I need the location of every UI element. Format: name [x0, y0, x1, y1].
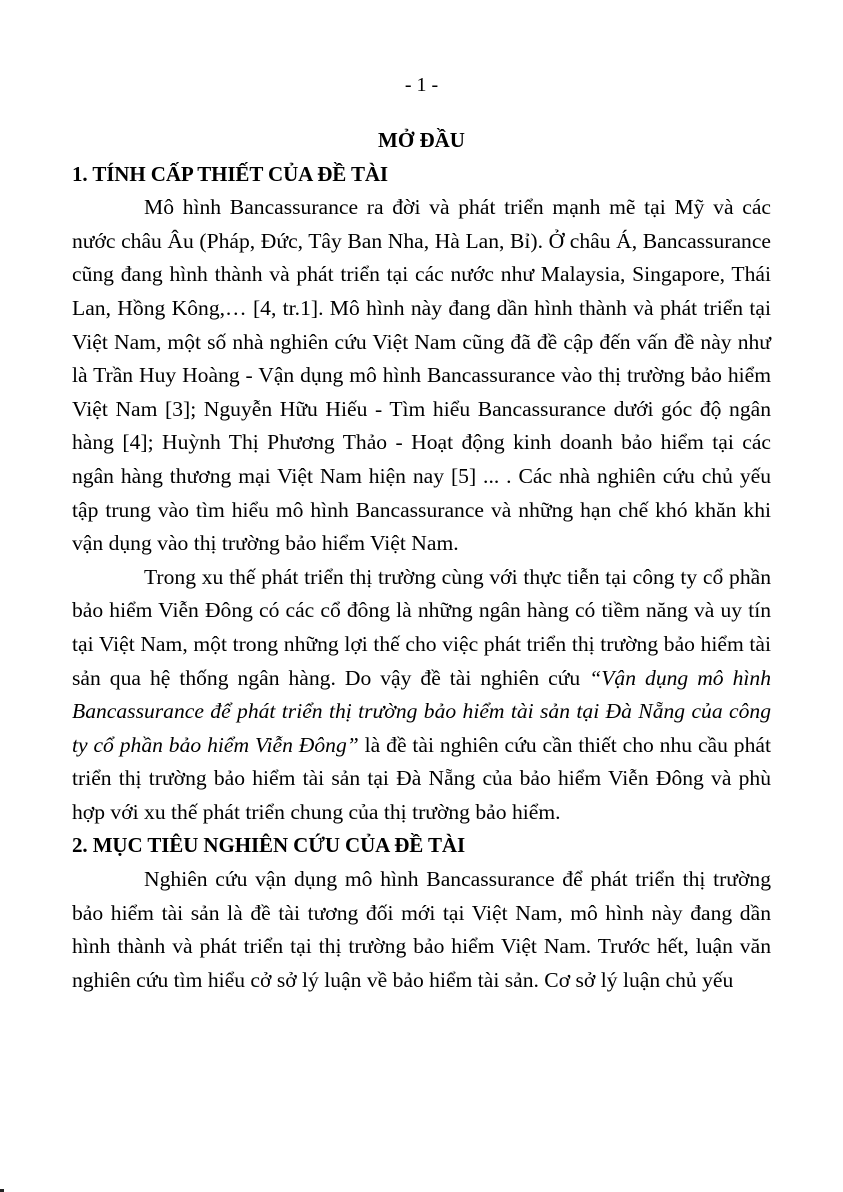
paragraph: Nghiên cứu vận dụng mô hình Bancassurance để phát triển thị trường bảo hiểm tài sản là đề tài tương đối mới tại Việt Nam, mô hình này đang dần hình thành và phát triển tại thị trường bảo hiểm Việt Nam. Trước hết, luận văn nghiên cứu tìm hiểu cở sở lý luận về bảo hiểm tài sản. Cơ sở lý luận chủ yếu	[72, 867, 771, 992]
paragraph: Mô hình Bancassurance ra đời và phát triển mạnh mẽ tại Mỹ và các nước châu Âu (Pháp, Đức, Tây Ban Nha, Hà Lan, Bỉ). Ở châu Á, Bancassurance cũng đang hình thành và phát triển tại các nước như Malaysia, Singapore, Thái Lan, Hồng Kông,… [4, tr.1]. Mô hình này đang dần hình thành và phát triển tại Việt Nam, một số nhà nghiên cứu Việt Nam cũng đã đề cập đến vấn đề này như là Trần Huy Hoàng - Vận dụng mô hình Bancassurance vào thị trường bảo hiểm Việt Nam [3]; Nguyễn Hữu Hiếu - Tìm hiểu Bancassurance dưới góc độ ngân hàng [4]; Huỳnh Thị Phương Thảo - Hoạt động kinh doanh bảo hiểm tại các ngân hàng thương mại Việt Nam hiện nay [5] ... . Các nhà nghiên cứu chủ yếu tập trung vào tìm hiểu mô hình Bancassurance và những hạn chế khó khăn khi vận dụng vào thị trường bảo hiểm Việt Nam.	[72, 195, 771, 556]
thesis-title-italic: “Vận dụng mô hình Bancassurance để phát triển thị trường bảo hiểm tài sản tại Đà Nẵng của công ty cổ phần bảo hiểm Viễn Đông”	[72, 665, 771, 757]
paragraph-text: là đề tài nghiên cứu cần thiết cho nhu cầu phát triển thị trường bảo hiểm tài sản tại Đà Nẵng của bảo hiểm Viễn Đông và phù hợp với xu thế phát triển chung của thị trường bảo hiểm.	[72, 732, 771, 824]
section-heading: 1. TÍNH CẤP THIẾT CỦA ĐỀ TÀI	[72, 161, 388, 186]
paragraph-text: Trong xu thế phát triển thị trường cùng với thực tiễn tại công ty cổ phần bảo hiểm Viễn Đông có các cổ đông là những ngân hàng có tiềm năng và uy tín tại Việt Nam, một trong những lợi thế cho việc phát triển thị trường bảo hiểm tài sản qua hệ thống ngân hàng. Do vậy đề tài nghiên cứu	[72, 564, 771, 690]
section-urgency	[72, 158, 771, 830]
document-title: MỞ ĐẦU	[378, 128, 465, 152]
paragraph	[72, 561, 771, 830]
page-number: - 1 -	[404, 74, 439, 96]
section-heading: 2. MỤC TIÊU NGHIÊN CỨU CỦA ĐỀ TÀI	[72, 833, 466, 858]
page-content	[72, 121, 771, 997]
section-objectives	[72, 829, 771, 997]
